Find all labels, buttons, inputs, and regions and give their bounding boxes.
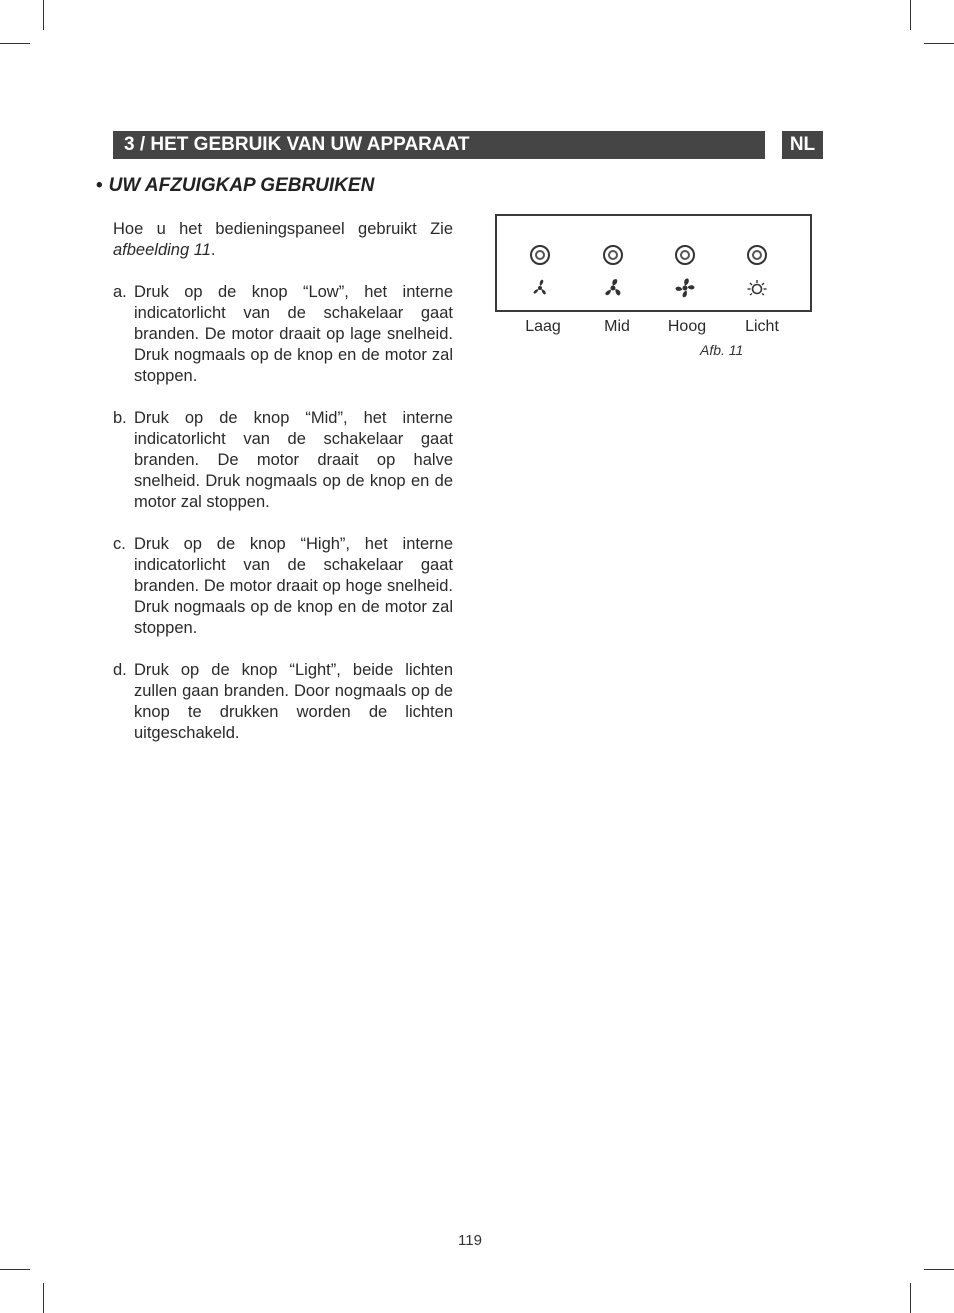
high-button[interactable] — [675, 245, 695, 265]
step-marker: a. — [113, 283, 127, 301]
step-marker: d. — [113, 661, 127, 679]
step-marker: c. — [113, 535, 126, 553]
crop-mark — [0, 43, 30, 44]
crop-mark — [0, 1269, 30, 1270]
figure-caption: Afb. 11 — [700, 342, 744, 358]
intro-paragraph — [113, 219, 453, 261]
crop-mark — [43, 1283, 44, 1313]
step-a — [113, 282, 453, 387]
crop-mark — [910, 0, 911, 30]
fan-low-icon — [529, 277, 551, 299]
mid-button[interactable] — [603, 245, 623, 265]
label-licht: Licht — [745, 318, 779, 335]
page-number: 119 — [458, 1232, 482, 1249]
label-laag: Laag — [525, 318, 561, 335]
control-panel-figure — [495, 214, 812, 312]
fan-mid-icon — [602, 277, 624, 299]
label-hoog: Hoog — [667, 318, 707, 335]
subheading — [96, 175, 374, 197]
step-c — [113, 534, 453, 639]
low-button[interactable] — [530, 245, 550, 265]
light-button[interactable] — [747, 245, 767, 265]
step-b — [113, 408, 453, 513]
step-text: Druk op de knop “High”, het interne indicatorlicht van de schakelaar gaat branden. De motor draait op hoge snelheid. Druk nogmaals op de knop en de motor zal stoppen. — [134, 535, 453, 637]
section-title: 3 / HET GEBRUIK VAN UW APPARAAT — [113, 131, 765, 159]
intro-text: Hoe u het bedieningspaneel gebruikt Zie — [113, 220, 453, 238]
figure-reference: afbeelding 11 — [113, 241, 211, 259]
step-d — [113, 660, 453, 744]
instructions — [113, 219, 453, 765]
fan-high-icon — [674, 277, 696, 299]
language-badge: NL — [782, 131, 823, 159]
crop-mark — [924, 43, 954, 44]
intro-suffix: . — [210, 241, 216, 259]
step-text: Druk op de knop “Mid”, het interne indicatorlicht van de schakelaar gaat branden. De motor draait op halve snelheid. Druk nogmaals op de knop en de motor zal stoppen. — [134, 409, 453, 511]
light-bulb-icon — [746, 277, 768, 299]
step-text: Druk op de knop “Light”, beide lichten zullen gaan branden. Door nogmaals op de knop te drukken worden de lichten uitgeschakeld. — [134, 661, 453, 742]
crop-mark — [910, 1283, 911, 1313]
crop-mark — [43, 0, 44, 30]
step-marker: b. — [113, 409, 127, 427]
subheading-text: UW AFZUIGKAP GEBRUIKEN — [108, 175, 375, 196]
step-text: Druk op de knop “Low”, het interne indicatorlicht van de schakelaar gaat branden. De motor draait op lage snelheid. Druk nogmaals op de knop en de motor zal stoppen. — [134, 283, 453, 385]
bullet: • — [96, 175, 103, 196]
label-mid: Mid — [604, 318, 630, 335]
crop-mark — [924, 1269, 954, 1270]
